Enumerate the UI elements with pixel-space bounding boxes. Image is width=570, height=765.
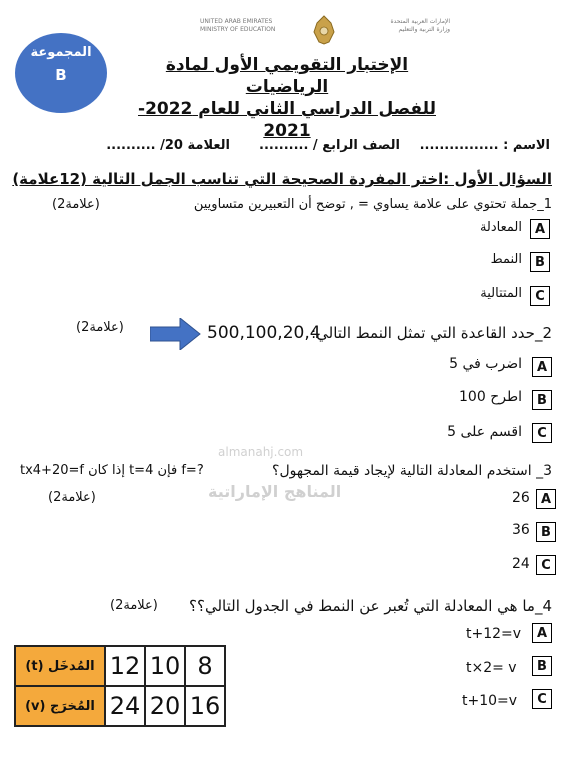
watermark-ar: المناهج الإماراتية: [208, 482, 342, 501]
q1-option-b-text: النمط: [490, 252, 522, 267]
q1-option-a-box[interactable]: A: [530, 219, 550, 239]
ministry-en: UNITED ARAB EMIRATES MINISTRY OF EDUCATION: [200, 18, 276, 33]
q2-pattern: 500,100,20,4: [207, 323, 321, 343]
q4-option-c-text: t+10=v: [462, 693, 518, 709]
q3-option-b-text: 36: [512, 522, 530, 538]
arrow-right-icon: [150, 318, 202, 350]
watermark-site: almanahj.com: [218, 445, 304, 459]
q3-option-c-box[interactable]: C: [536, 555, 556, 575]
group-badge: [15, 33, 107, 113]
q2-marks: (2علامة): [76, 320, 124, 335]
q1-option-c-text: المتتالية: [480, 286, 522, 301]
q2-option-c-box[interactable]: C: [532, 423, 552, 443]
input-label: المُدخَل (t): [15, 646, 105, 686]
q2-option-c-text: اقسم على 5: [447, 424, 522, 440]
output-label: المُخرَج (v): [15, 686, 105, 726]
student-mark: العلامة 20/ ..........: [106, 138, 230, 153]
q4-option-b-box[interactable]: B: [532, 656, 552, 676]
q3-option-a-box[interactable]: A: [536, 489, 556, 509]
q1-marks: (2علامة): [52, 197, 100, 212]
q1-option-b-box[interactable]: B: [530, 252, 550, 272]
table-cell: 12: [105, 646, 145, 686]
q2-option-a-box[interactable]: A: [532, 357, 552, 377]
q3-option-b-box[interactable]: B: [536, 522, 556, 542]
q2-option-b-text: اطرح 100: [459, 389, 522, 405]
table-cell: 20: [145, 686, 185, 726]
exam-title: الإختبار التقويمي الأول لمادة الرياضيات للفصل الدراسي الثاني للعام 2022-2021: [138, 55, 436, 141]
q2-option-b-box[interactable]: B: [532, 390, 552, 410]
q1-option-a-text: المعادلة: [479, 220, 522, 235]
pattern-table: [14, 645, 226, 727]
section-title: السؤال الأول :اختر المفردة الصحيحة التي تناسب الجمل التالية (12علامة): [12, 170, 552, 188]
q1-option-c-box[interactable]: C: [530, 286, 550, 306]
student-name: الاسم : ................: [419, 138, 550, 153]
q3-text: 3_ استخدم المعادلة التالية لإيجاد قيمة المجهول؟: [272, 463, 552, 479]
q3-equation: tx4+20=f إذا كان t=4 فإن f=?: [20, 463, 204, 478]
q3-marks: (2علامة): [48, 490, 96, 505]
q4-option-a-box[interactable]: A: [532, 623, 552, 643]
q4-option-c-box[interactable]: C: [532, 689, 552, 709]
q4-marks: (2علامة): [110, 598, 158, 613]
q2-text: 2_حدد القاعدة التي تمثل النمط التالي:: [311, 324, 552, 342]
table-cell: 16: [185, 686, 225, 726]
q2-option-a-text: اضرب في 5: [449, 356, 522, 372]
q3-option-c-text: 24: [512, 556, 530, 572]
table-cell: 10: [145, 646, 185, 686]
q4-option-a-text: t+12=v: [466, 626, 522, 642]
uae-emblem-icon: [311, 14, 337, 46]
group-label: المجموعة: [30, 45, 92, 60]
ministry-ar: الإمارات العربية المتحدة وزارة التربية والتعليم: [390, 18, 450, 33]
table-cell: 24: [105, 686, 145, 726]
q1-text: 1_جملة تحتوي على علامة يساوي = , توضح أن التعبيرين متساويين: [193, 197, 552, 212]
table-row-input: [15, 646, 225, 686]
q4-text: 4_ما هي المعادلة التي تُعبر عن النمط في الجدول التالي؟؟: [189, 597, 552, 615]
table-cell: 8: [185, 646, 225, 686]
ministry-logo: [200, 14, 450, 50]
table-row-output: [15, 686, 225, 726]
q4-option-b-text: t×2= v: [466, 660, 517, 676]
student-grade: الصف الرابع / ..........: [259, 138, 400, 153]
q3-option-a-text: 26: [512, 490, 530, 506]
group-letter: B: [55, 66, 67, 84]
